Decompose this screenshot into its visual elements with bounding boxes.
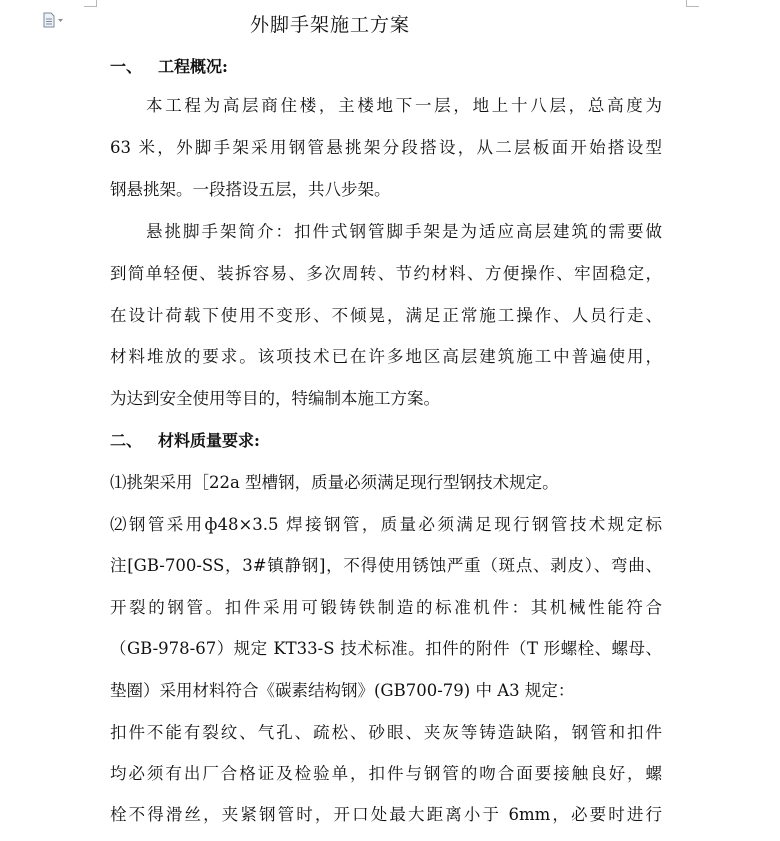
section-number: 二、	[110, 431, 143, 450]
section-title: 材料质量要求:	[158, 431, 260, 450]
section-heading-materials	[110, 428, 260, 451]
margin-corner-left	[84, 0, 97, 7]
paragraph-line: 扣件不能有裂纹、气孔、疏松、砂眼、夹灰等铸造缺陷，钢管和扣件	[110, 723, 662, 742]
paragraph-line: 63 米，外脚手架采用钢管悬挑架分段搭设，从二层板面开始搭设型	[110, 138, 662, 157]
paragraph-line: 本工程为高层商住楼，主楼地下一层，地上十八层，总高度为	[146, 96, 662, 115]
paragraph-line: 到简单轻便、装拆容易、多次周转、节约材料、方便操作、牢固稳定，	[110, 264, 662, 283]
paragraph-line: 垫圈）采用材料符合《碳素结构钢》(GB700-79) 中 A3 规定：	[110, 681, 575, 700]
paragraph-line: 开裂的钢管。扣件采用可锻铸铁制造的标准机件：其机械性能符合	[110, 598, 662, 617]
section-title: 工程概况:	[158, 57, 228, 76]
paragraph-line: 栓不得滑丝，夹紧钢管时，开口处最大距离小于 6mm，必要时进行	[110, 805, 662, 824]
paragraph-line: 注[GB-700-SS，3#镇静钢]，不得使用锈蚀严重（斑点、剥皮）、弯曲、	[110, 556, 662, 575]
paragraph-line: （GB-978-67）规定 KT33-S 技术标准。扣件的附件（T 形螺栓、螺母、	[110, 639, 662, 658]
margin-corner-right	[686, 0, 699, 7]
paragraph-line: 均必须有出厂合格证及检验单，扣件与钢管的吻合面要接触良好，螺	[110, 764, 662, 783]
section-number: 一、	[110, 57, 143, 76]
paragraph-line: 钢悬挑架。一段搭设五层，共八步架。	[110, 180, 391, 199]
paragraph-line: 为达到安全使用等目的，特编制本施工方案。	[110, 389, 440, 408]
section-heading-overview	[110, 54, 228, 77]
document-title: 外脚手架施工方案	[250, 14, 411, 36]
paragraph-line: ⑵钢管采用ф48×3.5 焊接钢管，质量必须满足现行钢管技术规定标	[110, 515, 662, 534]
document-icon[interactable]	[42, 12, 64, 28]
paragraph-line: 材料堆放的要求。该项技术已在许多地区高层建筑施工中普遍使用，	[110, 347, 662, 366]
paragraph-line: 悬挑脚手架简介：扣件式钢管脚手架是为适应高层建筑的需要做	[146, 222, 662, 241]
paragraph-line: ⑴挑架采用［22a 型槽钢，质量必须满足现行型钢技术规定。	[110, 473, 559, 492]
paragraph-line: 在设计荷载下使用不变形、不倾晃，满足正常施工操作、人员行走、	[110, 306, 662, 325]
